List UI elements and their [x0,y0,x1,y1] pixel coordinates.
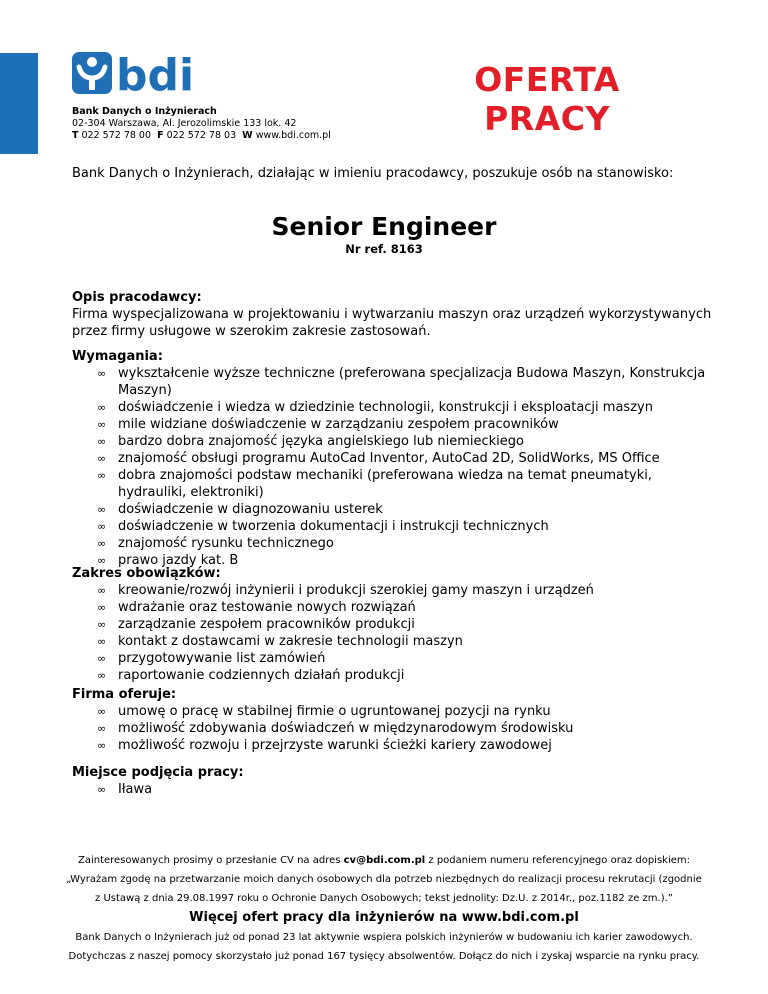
job-title: Senior Engineer [271,212,497,241]
bullet-icon: ∞ [97,452,107,465]
bullet-icon: ∞ [97,537,107,550]
list-item: ∞ przygotowywanie list zamówień [97,651,326,666]
bullet-icon: ∞ [97,418,107,431]
location-list [72,781,712,798]
list-item: ∞ kreowanie/rozwój inżynierii i produkcji szerokiej gamy maszyn i urządzeń [97,583,594,598]
bullet-icon: ∞ [97,601,107,614]
bullet-icon: ∞ [97,584,107,597]
requirements-section [72,348,712,569]
list-item: ∞ możliwość rozwoju i przejrzyste warunki ścieżki kariery zawodowej [97,738,552,753]
company-contacts: T 022 572 78 00 F 022 572 78 03 W www.bdi.com.pl [72,130,331,141]
svg-text:bdi: bdi [116,52,195,94]
footer-about-1: Bank Danych o Inżynierach już od ponad 23 lat aktywnie wspiera polskich inżynierów w budowaniu ich karier zawodowych. [75,932,693,943]
fax: 022 572 78 03 [166,130,237,141]
footer-apply-line: Zainteresowanych prosimy o przesłanie CV na adres cv@bdi.com.pl z podaniem numeru referencyjnego oraz dopiskiem: [77,855,690,866]
bullet-icon: ∞ [97,618,107,631]
requirements-heading: Wymagania: [72,349,163,364]
intro-text: Bank Danych o Inżynierach, działając w imieniu pracodawcy, poszukuje osób na stanowisko: [72,166,674,181]
list-item: ∞ kontakt z dostawcami w zakresie technologii maszyn [97,634,463,649]
location-section [72,764,712,798]
phone: 022 572 78 00 [81,130,152,141]
website[interactable]: www.bdi.com.pl [255,130,331,141]
list-item: ∞ Iława [97,782,153,797]
contact-email[interactable]: cv@bdi.com.pl [343,855,426,866]
bullet-icon: ∞ [97,722,107,735]
job-ref: Nr ref. 8163 [345,242,423,256]
offers-list [72,703,712,754]
offers-section [72,686,712,754]
bullet-icon: ∞ [97,739,107,752]
company-address: 02-304 Warszawa, Al. Jerozolimskie 133 lok. 42 [72,118,297,129]
bullet-icon: ∞ [97,435,107,448]
brand-bar [0,53,38,154]
employer-text: Firma wyspecjalizowana w projektowaniu i wytwarzaniu maszyn oraz urządzeń wykorzystywanych przez firmy usługowe w szerokim zakresie zastosowań. [72,307,712,339]
list-item: ∞ zarządzanie zespołem pracowników produkcji [97,617,415,632]
footer-consent-1: „Wyrażam zgodę na przetwarzanie moich danych osobowych dla potrzeb niezbędnych do realizacji procesu rekrutacji (zgodnie [66,874,702,885]
bullet-icon: ∞ [97,469,107,482]
list-item: ∞ dobra znajomości podstaw mechaniki (preferowana wiedza na temat pneumatyki, hydrauliki, elektroniki) [97,468,653,500]
bullet-icon: ∞ [97,367,107,380]
bullet-icon: ∞ [97,669,107,682]
bullet-icon: ∞ [97,520,107,533]
employer-heading: Opis pracodawcy: [72,290,202,305]
list-item: ∞ doświadczenie i wiedza w dziedzinie technologii, konstrukcji i eksploatacji maszyn [97,400,653,415]
list-item: ∞ doświadczenie w tworzenia dokumentacji i instrukcji technicznych [97,519,549,534]
duties-list [72,582,712,684]
bullet-icon: ∞ [97,705,107,718]
requirements-list [72,365,712,569]
footer-consent-2: z Ustawą z dnia 29.08.1997 roku o Ochronie Danych Osobowych; tekst jednolity: Dz.U. z 2014r., poz.1182 ze zm.).” [95,893,673,904]
footer-cta[interactable]: Więcej ofert pracy dla inżynierów na www.bdi.com.pl [189,910,579,925]
bullet-icon: ∞ [97,554,107,567]
list-item: ∞ prawo jazdy kat. B [97,553,239,568]
bullet-icon: ∞ [97,783,107,796]
bullet-icon: ∞ [97,635,107,648]
footer [0,851,768,966]
duties-heading: Zakres obowiązków: [72,566,221,581]
employer-section [72,289,712,340]
bullet-icon: ∞ [97,401,107,414]
bullet-icon: ∞ [97,503,107,516]
list-item: ∞ możliwość zdobywania doświadczeń w międzynarodowym środowisku [97,721,574,736]
offer-heading: OFERTA PRACY [474,60,620,138]
list-item: ∞ doświadczenie w diagnozowaniu usterek [97,502,383,517]
bdi-logo [72,52,202,94]
footer-about-2: Dotychczas z naszej pomocy skorzystało już ponad 167 tysięcy absolwentów. Dołącz do nich i zyskaj wsparcie na rynku pracy. [68,951,700,962]
list-item: ∞ umowę o pracę w stabilnej firmie o ugruntowanej pozycji na rynku [97,704,551,719]
list-item: ∞ wdrażanie oraz testowanie nowych rozwiązań [97,600,416,615]
list-item: ∞ bardzo dobra znajomość języka angielskiego lub niemieckiego [97,434,524,449]
location-heading: Miejsce podjęcia pracy: [72,765,244,780]
offers-heading: Firma oferuje: [72,687,177,702]
company-info [72,106,331,142]
list-item: ∞ mile widziane doświadczenie w zarządzaniu zespołem pracowników [97,417,559,432]
list-item: ∞ znajomość obsługi programu AutoCad Inventor, AutoCad 2D, SolidWorks, MS Office [97,451,660,466]
list-item: ∞ wykształcenie wyższe techniczne (preferowana specjalizacja Budowa Maszyn, Konstrukcja Maszyn) [97,366,706,398]
list-item: ∞ znajomość rysunku technicznego [97,536,334,551]
bullet-icon: ∞ [97,652,107,665]
company-name: Bank Danych o Inżynierach [72,106,217,117]
duties-section [72,565,712,684]
list-item: ∞ raportowanie codziennych działań produkcji [97,668,405,683]
